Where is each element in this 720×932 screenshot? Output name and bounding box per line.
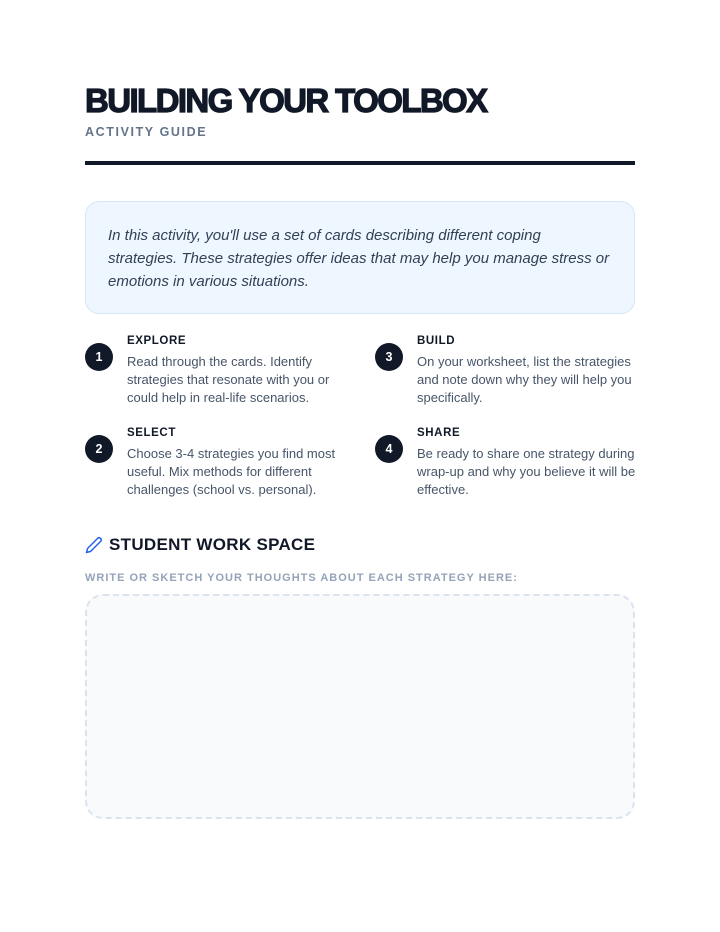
step-title: SHARE	[417, 427, 461, 439]
page-subtitle: ACTIVITY GUIDE	[85, 125, 208, 139]
page-title: BUILDING YOUR TOOLBOX	[85, 82, 487, 119]
title-divider	[85, 161, 635, 165]
step-description: Choose 3-4 strategies you find most useful. Mix methods for different challenges (school vs. personal).	[127, 446, 336, 497]
step-description: Read through the cards. Identify strategies that resonate with you or could help in real-life scenarios.	[127, 354, 330, 405]
intro-callout	[85, 201, 635, 314]
workspace-title: STUDENT WORK SPACE	[109, 535, 316, 554]
intro-text: In this activity, you'll use a set of cards describing different coping strategies. These strategies offer ideas that may help you manage stress or emotions in various situations.	[108, 227, 610, 290]
step-number-badge: 4	[375, 435, 403, 463]
student-work-space[interactable]	[85, 594, 635, 819]
step-title: EXPLORE	[127, 335, 187, 347]
step-title: BUILD	[417, 335, 456, 347]
step-number-badge: 3	[375, 343, 403, 371]
pencil-icon	[85, 536, 103, 554]
workspace-prompt: WRITE OR SKETCH YOUR THOUGHTS ABOUT EACH STRATEGY HERE:	[85, 572, 518, 584]
step-description: On your worksheet, list the strategies and note down why they will help you specifically.	[417, 354, 632, 405]
step-title: SELECT	[127, 427, 176, 439]
step-number-badge: 1	[85, 343, 113, 371]
step-number-badge: 2	[85, 435, 113, 463]
step-description: Be ready to share one strategy during wrap-up and why you believe it will be effective.	[417, 446, 636, 497]
